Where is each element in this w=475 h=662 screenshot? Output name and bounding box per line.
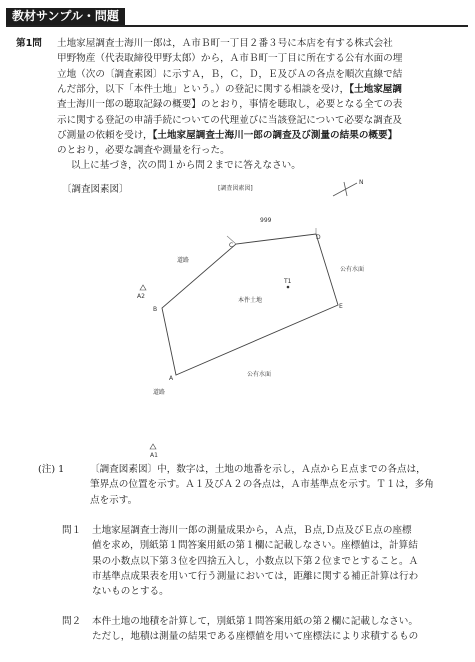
question-text-line: 以上に基づき，次の問１から問２までに答えなさい。 [71,160,301,172]
bold-heading: 【土地家屋調査士海川一郎の調査及び測量の結果の概要】 [152,129,398,141]
point-e-label: E [339,303,343,310]
question-1-label: 問１ [62,525,82,536]
question-1-line: 値を求め，別紙第１問答案用紙の第１欄に記載しなさい。座標値は，計算結 [92,540,418,552]
question-2-line: ただし，地積は測量の結果である座標値を用いて座標法により求積するもの [92,631,419,643]
question-text-line: 示に関する登記の申請手続についての代理並びに当該登記について必要な調査及 [57,114,402,126]
question-1-line: 土地家屋調査士海川一郎の測量成果から，Ａ点，Ｂ点,Ｄ点及びＥ点の座標 [92,525,412,536]
public-water-label: 公有水面 [340,266,365,273]
page-title: 教材サンプル・問題 [6,8,125,25]
question-text-line: 甲野物産（代表取締役甲野太郎）から，Ａ市Ｂ町一丁目に所在する公有水面の埋 [57,53,403,65]
question-2-line: 本件土地の地積を計算して，別紙第１問答案用紙の第２欄に記載しなさい。 [92,616,418,627]
diagram-caption: 〔調査図素図〕 [62,184,129,195]
parcel-number: 999 [260,217,272,224]
subject-land-label: 本件土地 [238,297,263,304]
point-d-label: D [316,234,321,241]
t1-label: T1 [284,278,292,285]
question-text-line: 土地家屋調査士海川一郎は，Ａ市Ｂ町一丁目２番３号に本店を有する株式会社 [57,38,393,49]
parcel-boundary [162,234,338,375]
point-a-label: A [169,375,174,382]
question-text-line: 査士海川一郎の聴取記録の概要】のとおり，事情を聴取し，必要となる全ての表 [57,99,403,111]
road-label: 道路 [153,389,166,396]
public-water-label: 公有水面 [247,371,272,378]
question-text-line: のとおり，必要な調査や測量を行った。 [57,145,230,157]
diagram-inner-title: [調査図素図] [218,185,253,192]
road-label: 道路 [177,257,190,264]
question-text-line: 立地（次の〔調査素図〕に示すＡ，Ｂ，Ｃ，Ｄ，Ｅ及びＡの各点を順次直線で結 [57,68,403,80]
north-label: N [359,179,364,186]
question-label: 第1問 [16,38,42,49]
a2-label: A2 [137,293,145,300]
point-c-label: C [229,242,234,249]
question-text-segment: んだ部分，以下「本件土地」という。）の登記に関する相談を受け， [57,83,350,95]
question-1-line: 市基準点成果表を用いて行う測量においては，距離に関する補正計算は行わ [92,570,419,582]
note-line: 〔調査図素図〕中，数字は，土地の地番を示し，Ａ点からＥ点までの各点は， [90,464,426,475]
benchmark-a1 [150,444,158,459]
bold-heading: 【土地家屋調 [349,83,402,95]
a1-label: A1 [150,452,158,459]
t1-marker [283,278,292,288]
benchmark-a2 [137,285,146,300]
point-b-label: B [153,306,158,313]
north-arrow [333,179,364,196]
question-1-line: 果の小数点以下第３位を四捨五入し，小数点以下第２位までとすること。Ａ [92,555,419,567]
note-label: (注) 1 [38,464,65,475]
question-text-segment: び測量の依頼を受け， [57,129,153,141]
question-2-label: 問２ [62,616,82,627]
note-line: 点を示す。 [90,494,138,506]
note-line: 筆界点の位置を示す。Ａ１及びＡ２の各点は，Ａ市基準点を示す。Ｔ１は，多角 [90,479,434,491]
question-1-line: ないものとする。 [92,586,169,598]
